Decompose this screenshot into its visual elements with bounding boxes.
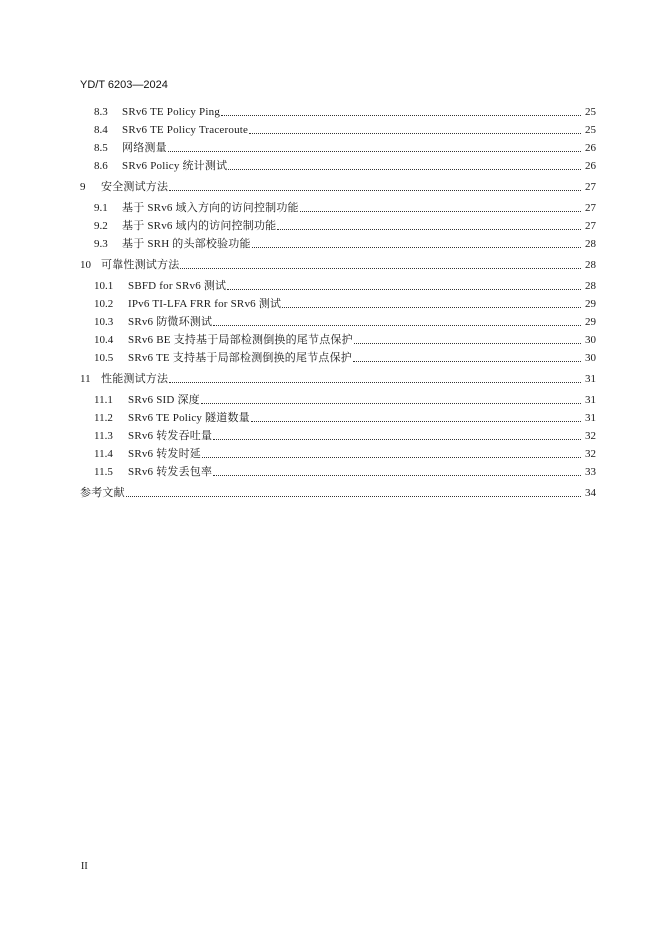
- table-of-contents: [80, 101, 596, 500]
- toc-entry-number: 10.4: [94, 334, 114, 346]
- toc-entry-page: 26: [585, 142, 596, 154]
- toc-entry-title: SRv6 TE Policy 隧道数量: [128, 412, 250, 424]
- toc-entry-page: 29: [585, 298, 596, 310]
- toc-entry-number: 10: [80, 259, 91, 271]
- toc-entry-title: IPv6 TI-LFA FRR for SRv6 测试: [128, 298, 282, 310]
- toc-entry-title: 基于 SRv6 域内的访问控制功能: [122, 220, 277, 232]
- toc-entry-title: SRv6 TE Policy Traceroute: [122, 124, 249, 136]
- dot-leader: [252, 246, 581, 248]
- dot-leader: [221, 114, 581, 116]
- toc-entry-title: 基于 SRv6 域入方向的访问控制功能: [122, 202, 299, 214]
- dot-leader: [354, 342, 581, 344]
- toc-entry-number: 9.2: [94, 220, 108, 232]
- toc-entry-page: 25: [585, 106, 596, 118]
- dot-leader: [213, 324, 581, 326]
- document-id-header: YD/T 6203—2024: [80, 79, 168, 91]
- toc-entry-page: 32: [585, 430, 596, 442]
- toc-entry[interactable]: [80, 425, 596, 443]
- toc-entry[interactable]: [80, 176, 596, 194]
- toc-entry[interactable]: [80, 443, 596, 461]
- toc-entry[interactable]: [80, 119, 596, 137]
- toc-entry[interactable]: [80, 197, 596, 215]
- dot-leader: [251, 420, 581, 422]
- dot-leader: [169, 189, 581, 191]
- dot-leader: [228, 168, 581, 170]
- dot-leader: [168, 150, 581, 152]
- toc-entry[interactable]: [80, 233, 596, 251]
- toc-entry-title: SRv6 Policy 统计测试: [122, 160, 228, 172]
- toc-entry-number: 11.1: [94, 394, 113, 406]
- toc-entry-page: 27: [585, 181, 596, 193]
- toc-entry-number: 9.1: [94, 202, 108, 214]
- toc-entry[interactable]: [80, 407, 596, 425]
- toc-entry-number: 8.5: [94, 142, 108, 154]
- toc-entry[interactable]: [80, 137, 596, 155]
- toc-entry[interactable]: [80, 254, 596, 272]
- toc-entry-number: 10.5: [94, 352, 114, 364]
- toc-entry[interactable]: [80, 368, 596, 386]
- toc-entry[interactable]: [80, 155, 596, 173]
- toc-entry-page: 26: [585, 160, 596, 172]
- dot-leader: [282, 306, 581, 308]
- toc-entry-title: SRv6 转发丢包率: [128, 466, 213, 478]
- toc-entry-title: SRv6 SID 深度: [128, 394, 200, 406]
- toc-entry-number: 8.6: [94, 160, 108, 172]
- dot-leader: [277, 228, 581, 230]
- toc-entry-number: 8.3: [94, 106, 108, 118]
- dot-leader: [249, 132, 581, 134]
- toc-entry-page: 31: [585, 412, 596, 424]
- dot-leader: [201, 402, 581, 404]
- toc-entry-page: 31: [585, 394, 596, 406]
- dot-leader: [202, 456, 581, 458]
- toc-entry-number: 10.1: [94, 280, 114, 292]
- toc-entry[interactable]: [80, 275, 596, 293]
- toc-entry-number: 10.3: [94, 316, 114, 328]
- toc-entry-title: 可靠性测试方法: [101, 259, 180, 271]
- toc-entry-page: 28: [585, 259, 596, 271]
- toc-entry-number: 10.2: [94, 298, 114, 310]
- dot-leader: [213, 438, 581, 440]
- toc-entry[interactable]: [80, 215, 596, 233]
- toc-entry-title: SRv6 TE 支持基于局部检测倒换的尾节点保护: [128, 352, 352, 364]
- dot-leader: [300, 210, 581, 212]
- toc-entry-page: 27: [585, 220, 596, 232]
- toc-entry-title: SRv6 TE Policy Ping: [122, 106, 221, 118]
- toc-entry-title: 性能测试方法: [101, 373, 169, 385]
- toc-entry-title: 安全测试方法: [101, 181, 169, 193]
- dot-leader: [126, 495, 581, 497]
- toc-entry-number: 11: [80, 373, 91, 385]
- toc-entry[interactable]: [80, 461, 596, 479]
- dot-leader: [169, 381, 581, 383]
- dot-leader: [353, 360, 581, 362]
- dot-leader: [180, 267, 581, 269]
- toc-entry-page: 27: [585, 202, 596, 214]
- toc-entry-title: SRv6 转发时延: [128, 448, 202, 460]
- toc-entry-number: 11.3: [94, 430, 113, 442]
- toc-entry[interactable]: [80, 389, 596, 407]
- toc-entry-page: 32: [585, 448, 596, 460]
- toc-entry-page: 33: [585, 466, 596, 478]
- toc-entry-title: 参考文献: [80, 487, 125, 499]
- dot-leader: [227, 288, 581, 290]
- toc-entry-number: 11.5: [94, 466, 113, 478]
- toc-entry[interactable]: [80, 482, 596, 500]
- toc-entry-page: 31: [585, 373, 596, 385]
- toc-entry-title: 网络测量: [122, 142, 167, 154]
- toc-entry-number: 9: [80, 181, 86, 193]
- toc-entry[interactable]: [80, 293, 596, 311]
- toc-entry[interactable]: [80, 101, 596, 119]
- page-number-footer: II: [81, 861, 88, 872]
- toc-entry-page: 28: [585, 280, 596, 292]
- toc-entry-page: 25: [585, 124, 596, 136]
- toc-entry-page: 30: [585, 352, 596, 364]
- toc-entry-title: SRv6 BE 支持基于局部检测倒换的尾节点保护: [128, 334, 353, 346]
- toc-entry-number: 9.3: [94, 238, 108, 250]
- toc-entry-title: SRv6 防微环测试: [128, 316, 213, 328]
- toc-entry[interactable]: [80, 329, 596, 347]
- toc-entry-title: 基于 SRH 的头部校验功能: [122, 238, 251, 250]
- toc-entry[interactable]: [80, 311, 596, 329]
- dot-leader: [213, 474, 581, 476]
- toc-entry-title: SBFD for SRv6 测试: [128, 280, 227, 292]
- toc-entry-page: 29: [585, 316, 596, 328]
- toc-entry-page: 34: [585, 487, 596, 499]
- toc-entry-number: 11.4: [94, 448, 113, 460]
- toc-entry-title: SRv6 转发吞吐量: [128, 430, 213, 442]
- toc-entry[interactable]: [80, 347, 596, 365]
- toc-entry-number: 8.4: [94, 124, 108, 136]
- toc-entry-page: 28: [585, 238, 596, 250]
- toc-entry-page: 30: [585, 334, 596, 346]
- toc-entry-number: 11.2: [94, 412, 113, 424]
